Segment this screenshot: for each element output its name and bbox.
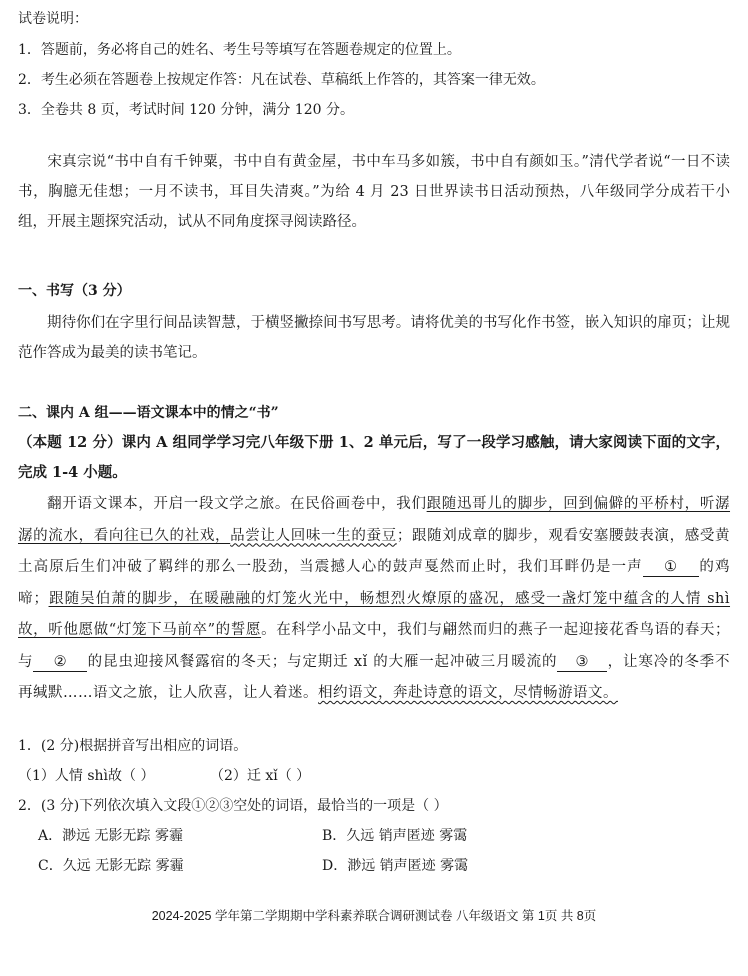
- intro-paragraph: [18, 147, 730, 237]
- passage-underlined-3: 故，听他愿做“灯笼下马前卒”的誓愿: [18, 622, 262, 638]
- passage-s8: 的大雁一起冲破三月暖流的: [367, 653, 558, 670]
- passage-wavy-1: 品尝让人回味一生的蚕豆: [230, 527, 397, 544]
- instruction-item-2: 2．考生必须在答题卷上按规定作答：凡在试卷、草稿纸上作答的，其答案一律无效。: [18, 72, 545, 88]
- passage-s4: 的鸡啼；: [18, 559, 731, 607]
- passage-s1: 翻开语文课本，开启一段文学之旅。在民俗画卷中，我们: [47, 496, 427, 512]
- blank-3: ③: [557, 653, 607, 672]
- question-2-option-b: B．久远 销声匿迹 雾霭: [322, 828, 468, 844]
- question-2-option-d: D．渺远 销声匿迹 雾霭: [322, 858, 469, 874]
- question-1-item-b: （2）迁 xǐ（ ）: [210, 768, 311, 784]
- passage-pinyin-1: shì: [701, 590, 731, 607]
- instructions-title: 试卷说明：: [18, 11, 88, 27]
- question-2-stem: 2．(3 分)下列依次填入文段①②③空处的词语，最恰当的一项是（ ）: [18, 798, 448, 814]
- section1-heading: 一、书写（3 分）: [18, 283, 131, 299]
- passage-s3: ；跟随刘成章的脚步，观看安塞腰鼓表演，感受黄土高原后生们冲破了羁绊的那么一股劲，当震撼人心的鼓声戛然而止时，我们耳畔仍是一声: [18, 527, 731, 575]
- intro-text: 宋真宗说“书中自有千钟粟，书中自有黄金屋，书中车马多如簇，书中自有颜如玉。”清代学者说“一日不读书，胸臆无佳想；一月不读书，耳目失清爽。”为给 4 月 23 日世界读书日活动预热，八年级同学分成若干小组，开展主题探究活动，试从不同角度探寻阅读路径。: [18, 154, 730, 230]
- passage-underlined-1: 跟随迅哥儿的脚步，回到偏僻的平桥村，听潺潺的流水，看向往已久的社戏，: [18, 496, 731, 544]
- instruction-item-3: 3．全卷共 8 页，考试时间 120 分钟，满分 120 分。: [18, 102, 354, 118]
- passage-wavy-2: 相约语文，奔赴诗意的语文，尽情畅游语文。: [318, 685, 618, 701]
- question-1-item-a: （1）人情 shì故（ ）: [18, 768, 155, 784]
- blank-1: ①: [643, 558, 699, 577]
- passage-s7: 的昆虫迎接风餐露宿的冬天；与定期迁: [87, 653, 354, 670]
- blank-2: ②: [33, 653, 87, 672]
- passage-s9: ，让寒冷的冬季不再缄默……语文之旅，让人欣喜，让人着迷。: [18, 653, 731, 701]
- question-1-stem: 1．(2 分)根据拼音写出相应的词语。: [18, 738, 248, 754]
- section1-paragraph: [18, 308, 730, 368]
- question-2-option-a: A．渺远 无影无踪 雾霾: [38, 828, 184, 844]
- section2-lead: （本题 12 分）课内 A 组同学学习完八年级下册 1、2 单元后，写了一段学习感触，请大家阅读下面的文字，完成 1-4 小题。: [18, 434, 730, 481]
- passage-underlined-2: 跟随吴伯萧的脚步，在暖融融的灯笼火光中，畅想烈火燎原的盛况，感受一盏灯笼中蕴含的人情: [48, 590, 702, 607]
- passage-s6: 。在科学小品文中，我们与翩然而归的燕子一起迎接花香鸟语的春天；与: [18, 622, 730, 670]
- instruction-item-1: 1．答题前，务必将自己的姓名、考生号等填写在答题卷规定的位置上。: [18, 42, 461, 58]
- section2-heading: 二、课内 A 组——语文课本中的情之“书”: [18, 405, 279, 421]
- passage-pinyin-2: xǐ: [353, 653, 368, 670]
- question-2-option-c: C．久远 无影无踪 雾霾: [38, 858, 184, 874]
- reading-passage: [18, 489, 730, 710]
- section1-text: 期待你们在字里行间品读智慧，于横竖撇捺间书写思考。请将优美的书写化作书签，嵌入知识的扉页；让规范作答成为最美的读书笔记。: [18, 315, 730, 361]
- page-footer: 2024-2025 学年第二学期期中学科素养联合调研测试卷 八年级语文 第 1页 共 8页: [151, 909, 597, 923]
